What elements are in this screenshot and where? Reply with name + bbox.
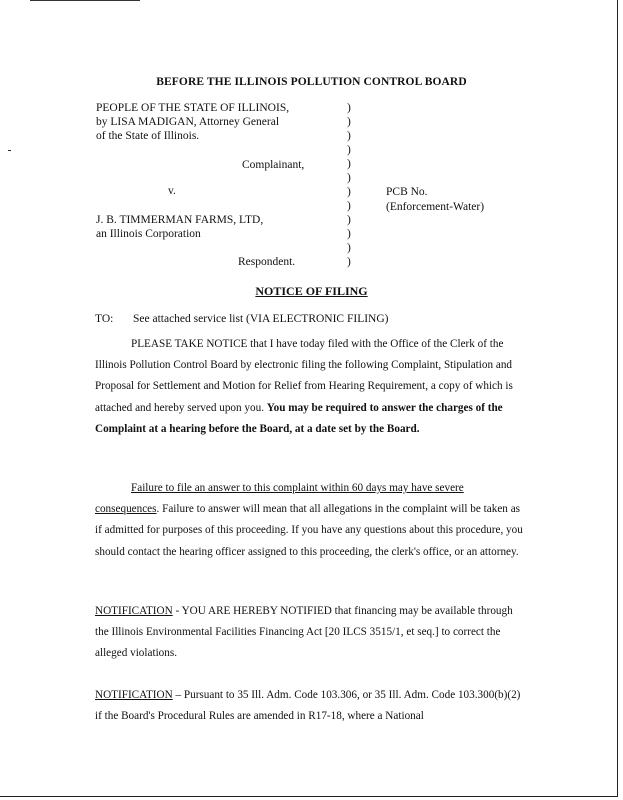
notice-paragraph	[95, 334, 525, 440]
caption-paren: )	[347, 172, 351, 184]
plaintiff-line-2: by LISA MADIGAN, Attorney General	[96, 116, 280, 128]
complainant-label: Complainant,	[242, 159, 305, 171]
scan-artifact-dot	[8, 150, 11, 151]
notice-title: NOTICE OF FILING	[255, 284, 368, 298]
respondent-line-2: an Illinois Corporation	[96, 228, 201, 240]
case-number: PCB No.	[386, 186, 428, 198]
caption-paren: )	[347, 130, 351, 142]
caption-paren: )	[347, 256, 351, 268]
plaintiff-line-1: PEOPLE OF THE STATE OF ILLINOIS,	[96, 102, 290, 114]
versus-label: v.	[168, 185, 176, 197]
failure-paragraph-text: . Failure to answer will mean that all allegations in the complaint will be taken as if admitted for purposes of this proceeding. If you have any questions about this procedure, you should contact the hearing officer assigned to this proceeding, the clerk's office, or an attorney.	[95, 503, 523, 558]
respondent-label: Respondent.	[238, 256, 296, 268]
caption-paren: )	[347, 200, 351, 212]
plaintiff-line-3: of the State of Illinois.	[96, 130, 200, 142]
financing-notification	[95, 601, 525, 665]
caption-paren: )	[347, 102, 351, 114]
notice-paragraph-text: PLEASE TAKE NOTICE that I have today filed with the Office of the Clerk of the Illinois Pollution Control Board by electronic filing the following Complaint, Stipulation and Proposal for Settlement and Motion for Relief from Hearing Requirement, a copy of which is attached and hereby served upon you.	[95, 338, 513, 414]
financing-notification-text: - YOU ARE HEREBY NOTIFIED that financing may be available through the Illinois Environmental Facilities Financing Act [20 ILCS 3515/1, et seq.] to correct the alleged violations.	[95, 605, 513, 660]
caption-paren: )	[347, 214, 351, 226]
document-title: BEFORE THE ILLINOIS POLLUTION CONTROL BOARD	[156, 76, 467, 88]
notification-label: NOTIFICATION	[95, 689, 173, 701]
respondent-line-1: J. B. TIMMERMAN FARMS, LTD,	[96, 214, 264, 226]
caption-paren: )	[347, 186, 351, 198]
caption-paren: )	[347, 158, 351, 170]
to-label: TO:	[95, 313, 114, 325]
to-line	[95, 313, 389, 325]
scan-artifact-line	[30, 0, 140, 1]
caption-paren: )	[347, 144, 351, 156]
procedural-notification-text: – Pursuant to 35 Ill. Adm. Code 103.306, or 35 Ill. Adm. Code 103.300(b)(2) if the Board's Procedural Rules are amended in R17-18, where a National	[95, 689, 521, 723]
failure-warning-underlined: Failure to file an answer to this complaint within 60 days may have severe consequences	[95, 482, 464, 516]
failure-paragraph	[95, 478, 525, 563]
caption-paren: )	[347, 228, 351, 240]
caption-paren: )	[347, 242, 351, 254]
caption-paren: )	[347, 116, 351, 128]
procedural-notification	[95, 685, 525, 727]
to-value: See attached service list (VIA ELECTRONIC FILING)	[133, 313, 389, 325]
case-type: (Enforcement-Water)	[386, 201, 485, 213]
notification-label: NOTIFICATION	[95, 605, 173, 617]
notice-paragraph-bold: You may be required to answer the charges of the Complaint at a hearing before the Board, at a date set by the Board.	[95, 401, 503, 435]
